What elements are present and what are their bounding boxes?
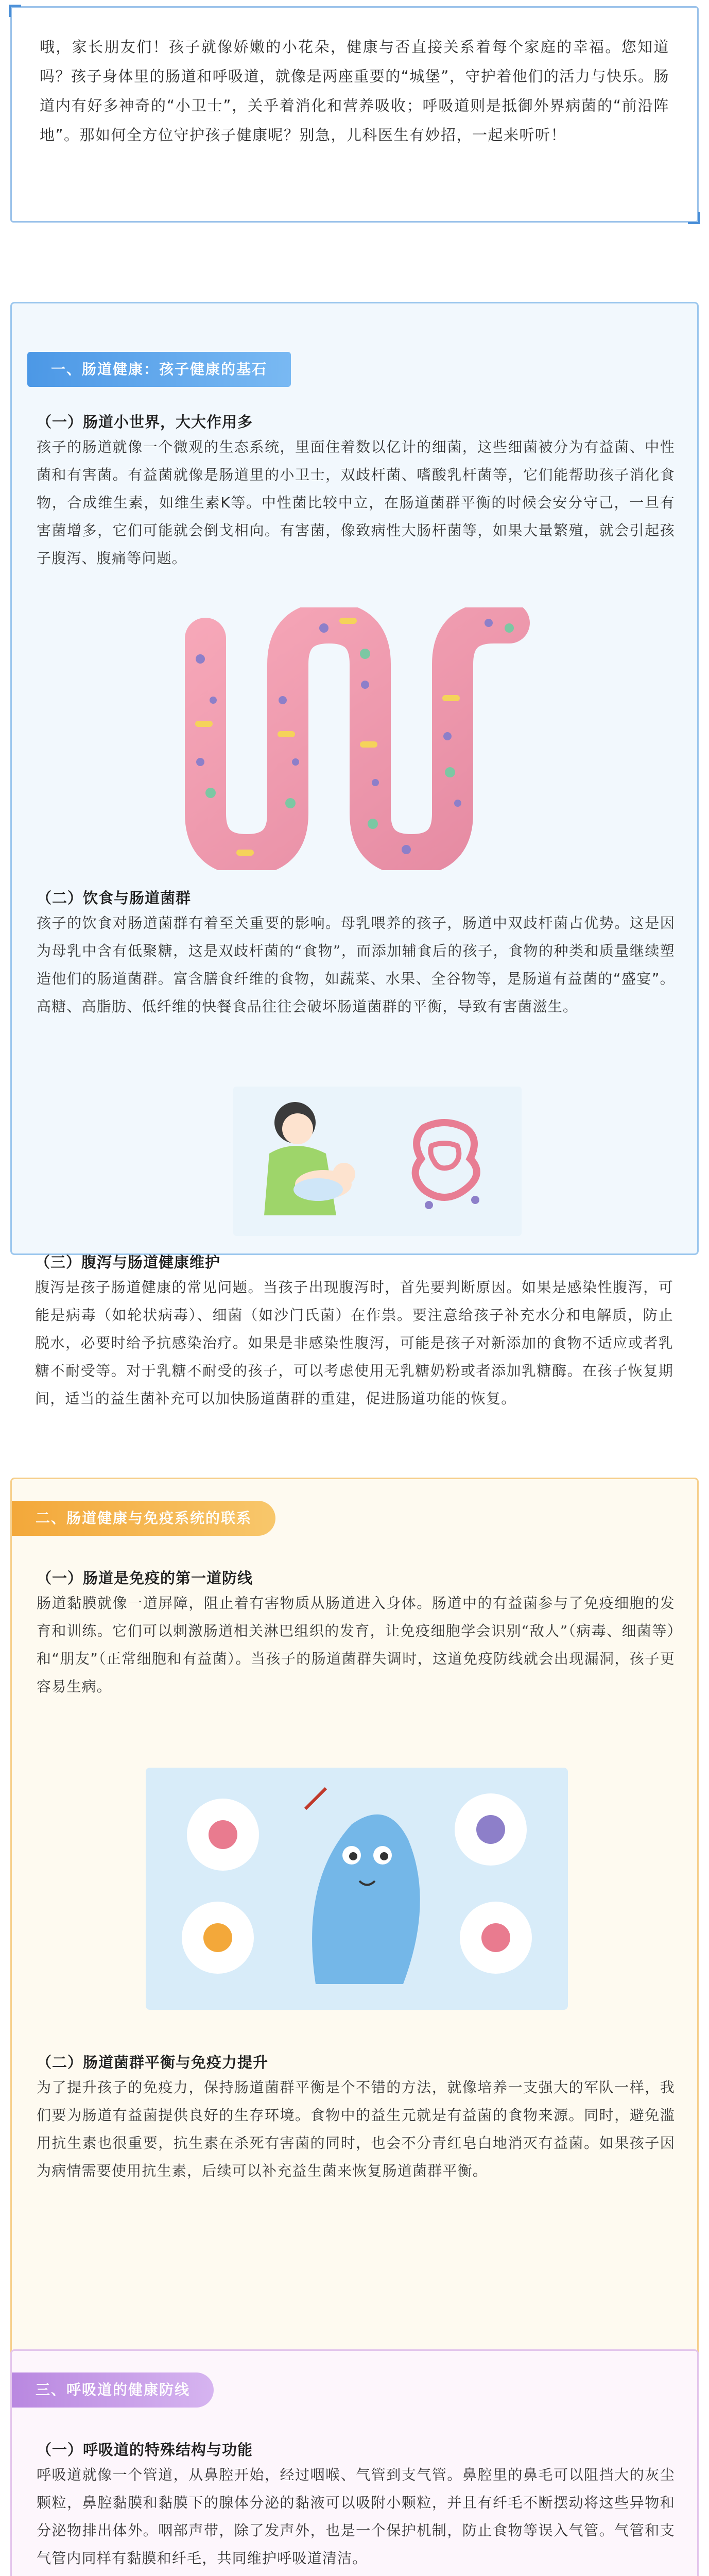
corner-decoration: [9, 5, 21, 17]
subheading: （一）肠道是免疫的第一道防线: [37, 1569, 253, 1587]
corner-decoration: [688, 212, 700, 224]
section-respiratory: [10, 2349, 699, 2576]
paragraph: 孩子的饮食对肠道菌群有着至关重要的影响。母乳喂养的孩子，肠道中双歧杆菌占优势。这是因为母乳中含有低聚糖，这是双歧杆菌的“食物”，而添加辅食后的孩子，食物的种类和质量继续塑造他们的肠道菌群。富含膳食纤维的食物，如蔬菜、水果、全谷物等，是肠道有益菌的“盛宴”。高糖、高脂肪、低纤维的快餐食品往往会破坏肠道菌群的平衡，导致有害菌滋生。: [37, 914, 675, 1015]
subheading: （二）饮食与肠道菌群: [37, 889, 192, 907]
subheading: （一）肠道小世界，大大作用多: [37, 413, 253, 431]
breastfeeding-illustration: [233, 1087, 522, 1236]
intro-box: [10, 6, 699, 223]
subheading: （一）呼吸道的特殊结构与功能: [37, 2441, 253, 2459]
immune-system-illustration: [146, 1768, 568, 2010]
section-tag: 三、呼吸道的健康防线: [12, 2372, 214, 2408]
subheading: （三）腹泻与肠道健康维护: [35, 1253, 221, 1271]
intestine-illustration: [169, 607, 530, 870]
subheading: （二）肠道菌群平衡与免疫力提升: [37, 2054, 269, 2071]
section-tag: 一、肠道健康：孩子健康的基石: [27, 352, 291, 387]
paragraph: 呼吸道就像一个管道，从鼻腔开始，经过咽喉、气管到支气管。鼻腔里的鼻毛可以阻挡大的灰尘颗粒，鼻腔黏膜和黏膜下的腺体分泌的黏液可以吸附小颗粒，并且有纤毛不断摆动将这些异物和分泌物排出体外。咽部声带，除了发声外，也是一个保护机制，防止食物等误入气管。气管和支气管内同样有黏膜和纤毛，共同维护呼吸道清洁。: [37, 2466, 675, 2567]
paragraph: 孩子的肠道就像一个微观的生态系统，里面住着数以亿计的细菌，这些细菌被分为有益菌、中性菌和有害菌。有益菌就像是肠道里的小卫士，双歧杆菌、嗜酸乳杆菌等，它们能帮助孩子消化食物，合成维生素，如维生素K等。中性菌比较中立，在肠道菌群平衡的时候会安分守己，一旦有害菌增多，它们可能就会倒戈相向。有害菌，像致病性大肠杆菌等，如果大量繁殖，就会引起孩子腹泻、腹痛等问题。: [37, 438, 675, 567]
paragraph: 肠道黏膜就像一道屏障，阻止着有害物质从肠道进入身体。肠道中的有益菌参与了免疫细胞的发育和训练。它们可以刺激肠道相关淋巴组织的发育，让免疫细胞学会识别“敌人”（病毒、细菌等）和“朋友”（正常细胞和有益菌）。当孩子的肠道菌群失调时，这道免疫防线就会出现漏洞，孩子更容易生病。: [37, 1595, 675, 1695]
section-tag: 二、肠道健康与免疫系统的联系: [12, 1501, 275, 1536]
intro-text: 哦，家长朋友们！孩子就像娇嫩的小花朵，健康与否直接关系着每个家庭的幸福。您知道吗？孩子身体里的肠道和呼吸道，就像是两座重要的“城堡”，守护着他们的活力与快乐。肠道内有好多神奇的“小卫士”，关乎着消化和营养吸收；呼吸道则是抵御外界病菌的“前沿阵地”。那如何全方位守护孩子健康呢？别急，儿科医生有妙招，一起来听听！: [40, 38, 669, 144]
section-gut-health: [10, 302, 699, 1255]
paragraph: 腹泻是孩子肠道健康的常见问题。当孩子出现腹泻时，首先要判断原因。如果是感染性腹泻，可能是病毒（如轮状病毒）、细菌（如沙门氏菌）在作祟。要注意给孩子补充水分和电解质，防止脱水，必要时给予抗感染治疗。如果是非感染性腹泻，可能是孩子对新添加的食物不适应或者乳糖不耐受等。对于乳糖不耐受的孩子，可以考虑使用无乳糖奶粉或者添加乳糖酶。在孩子恢复期间，适当的益生菌补充可以加快肠道菌群的重建，促进肠道功能的恢复。: [35, 1279, 673, 1407]
section-gut-immunity: [10, 1478, 699, 2446]
paragraph: 为了提升孩子的免疫力，保持肠道菌群平衡是个不错的方法，就像培养一支强大的军队一样，我们要为肠道有益菌提供良好的生存环境。食物中的益生元就是有益菌的食物来源。同时，避免滥用抗生素也很重要，抗生素在杀死有害菌的同时，也会不分青红皂白地消灭有益菌。如果孩子因为病情需要使用抗生素，后续可以补充益生菌来恢复肠道菌群平衡。: [37, 2079, 675, 2179]
